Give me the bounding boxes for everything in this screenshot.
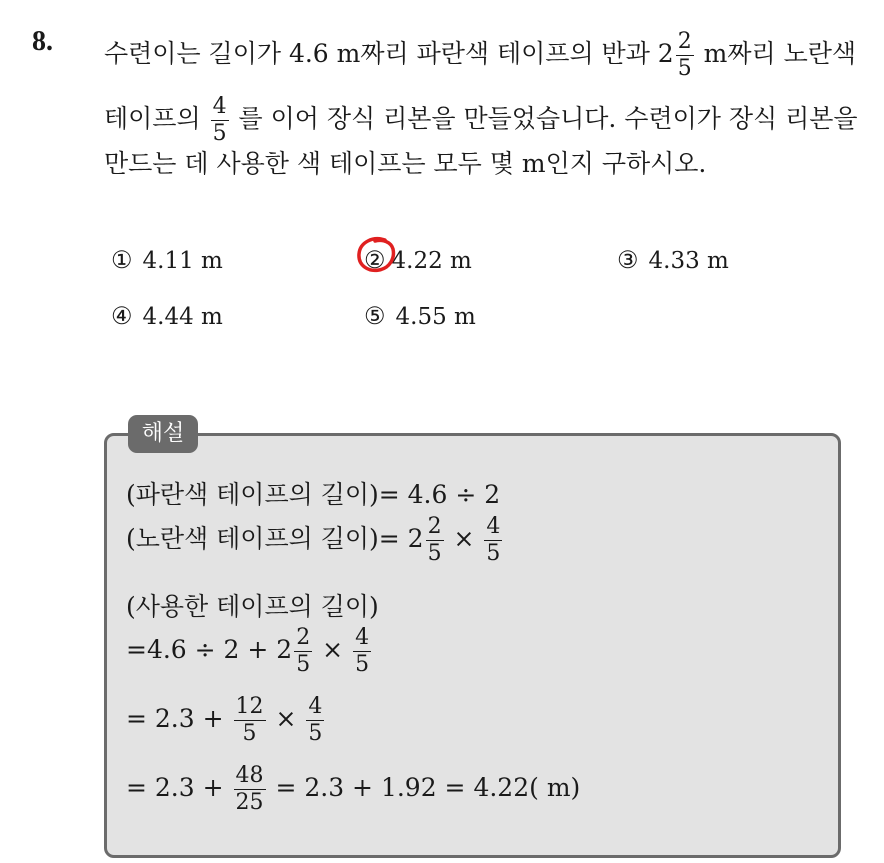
times-sign: × (453, 524, 475, 553)
numerator: 2 (677, 29, 692, 54)
denominator: 5 (486, 541, 501, 566)
fraction (234, 696, 266, 745)
denominator: 5 (296, 652, 311, 677)
denominator: 5 (212, 121, 227, 146)
choice-value: 4.33 m (648, 248, 729, 274)
numerator: 48 (235, 763, 264, 788)
step-text: = 2.3 + 1.92 = 4.22( m) (275, 773, 581, 802)
choice-value: 4.11 m (142, 248, 223, 274)
choice-value: 4.44 m (142, 304, 223, 330)
denominator: 5 (427, 541, 442, 566)
numerator: 4 (308, 694, 323, 719)
solution-label: 해설 (128, 415, 198, 453)
solution-step-5 (126, 696, 326, 745)
problem-text: 수련이는 길이가 4.6 m짜리 파란색 테이프의 반과 2 (104, 39, 674, 68)
choice-mark: ④ (111, 302, 133, 330)
problem-text: 테이프의 (104, 104, 201, 133)
step-text: = 2.3 + (126, 773, 224, 802)
fraction (294, 627, 312, 676)
solution-step-1: (파란색 테이프의 길이)= 4.6 ÷ 2 (126, 480, 501, 509)
numerator: 4 (212, 94, 227, 119)
fraction (234, 765, 266, 814)
problem-number: 8. (32, 26, 53, 57)
answer-circle-mark-icon (355, 236, 397, 274)
solution-step-4 (126, 627, 373, 676)
choice-mark: ⑤ (364, 302, 386, 330)
choice-mark: ① (111, 246, 133, 274)
problem-line-3: 만드는 데 사용한 색 테이프는 모두 몇 m인지 구하시오. (104, 149, 707, 178)
numerator: 12 (235, 694, 264, 719)
times-sign: × (322, 635, 344, 664)
solution-step-2 (126, 516, 504, 565)
denominator: 5 (355, 652, 370, 677)
fraction (211, 96, 229, 145)
choice-value: 4.55 m (395, 304, 476, 330)
numerator: 4 (486, 514, 501, 539)
problem-text: 를 이어 장식 리본을 만들었습니다. 수련이가 장식 리본을 (238, 104, 858, 133)
solution-step-3: (사용한 테이프의 길이) (126, 592, 379, 621)
numerator: 2 (427, 514, 442, 539)
choice-4[interactable] (111, 302, 223, 330)
problem-line-1 (104, 31, 856, 80)
choice-3[interactable] (617, 246, 729, 274)
choice-mark: ③ (617, 246, 639, 274)
denominator: 5 (677, 56, 692, 81)
numerator: 2 (296, 625, 311, 650)
denominator: 25 (235, 790, 264, 815)
numerator: 4 (355, 625, 370, 650)
choice-mark: ② (364, 246, 386, 274)
problem-line-2 (104, 96, 858, 145)
step-text: = 2.3 + (126, 704, 224, 733)
choice-5[interactable] (364, 302, 476, 330)
fraction (353, 627, 371, 676)
fraction (676, 31, 694, 80)
fraction (426, 516, 444, 565)
step-text: =4.6 ÷ 2 + 2 (126, 635, 293, 664)
step-text: (노란색 테이프의 길이)= 2 (126, 524, 424, 553)
solution-step-6 (126, 765, 580, 814)
denominator: 5 (308, 721, 323, 746)
fraction (484, 516, 502, 565)
times-sign: × (275, 704, 297, 733)
denominator: 5 (242, 721, 257, 746)
choice-value: 4.22 m (391, 248, 472, 274)
fraction (306, 696, 324, 745)
choice-1[interactable] (111, 246, 223, 274)
problem-text: m짜리 노란색 (703, 39, 857, 68)
